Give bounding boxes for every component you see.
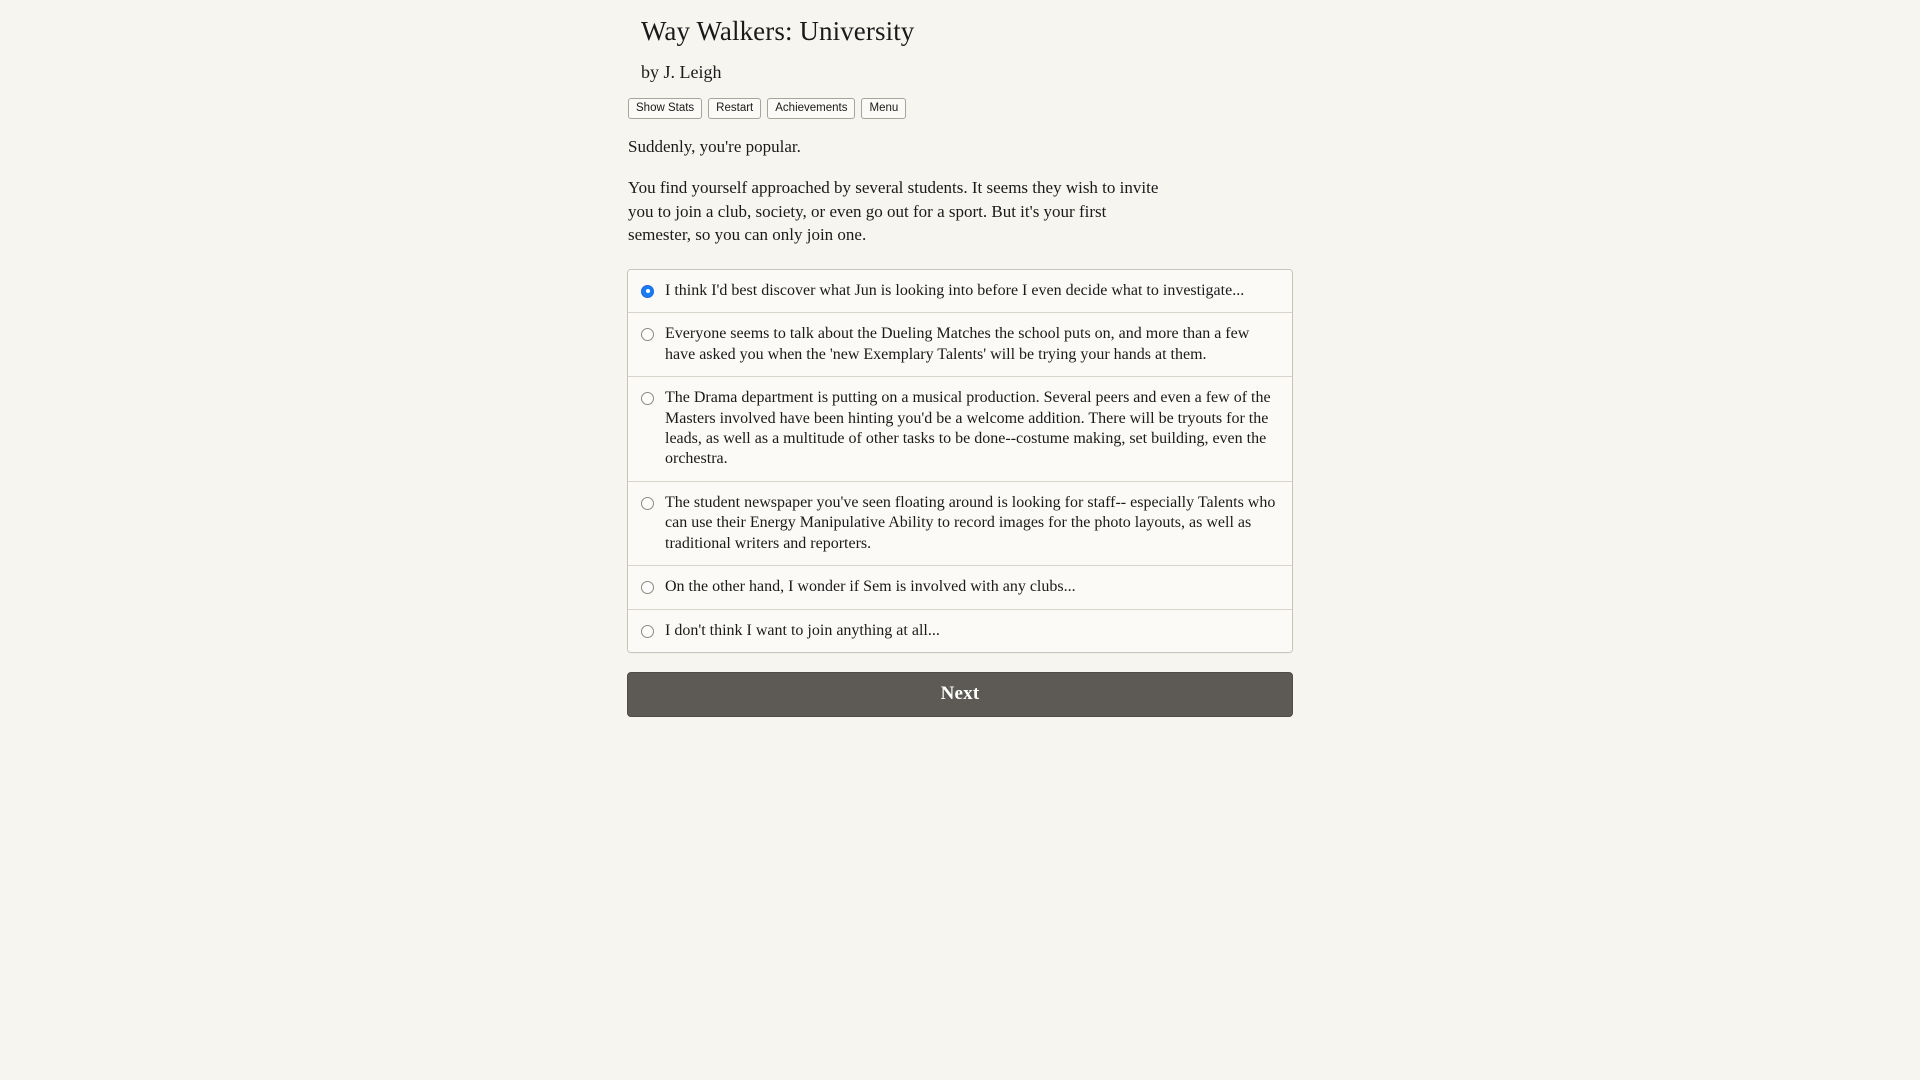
choice-label: I don't think I want to join anything at all...	[665, 621, 940, 639]
restart-button[interactable]: Restart	[708, 98, 761, 120]
choice-option[interactable]	[628, 610, 1292, 652]
radio-icon[interactable]	[641, 581, 654, 594]
radio-icon[interactable]	[641, 625, 654, 638]
show-stats-button[interactable]: Show Stats	[628, 98, 702, 120]
radio-icon[interactable]	[641, 328, 654, 341]
story-intro-line: Suddenly, you're popular.	[628, 137, 801, 157]
choice-option[interactable]	[628, 566, 1292, 609]
radio-icon[interactable]	[641, 497, 654, 510]
radio-icon[interactable]	[641, 392, 654, 405]
achievements-button[interactable]: Achievements	[767, 98, 855, 120]
radio-icon[interactable]	[641, 285, 654, 298]
choice-option[interactable]	[628, 482, 1292, 566]
game-content	[627, 14, 1293, 717]
choice-label: The Drama department is putting on a musical production. Several peers and even a few of the Masters involved have been hinting you'd be a welcome addition. There will be tryouts for the leads, as well as a multitude of other tasks to be done--costume making, set building, even the orchestra.	[665, 389, 1271, 468]
choice-option[interactable]	[628, 377, 1292, 482]
choice-option[interactable]	[628, 313, 1292, 377]
choice-label: On the other hand, I wonder if Sem is involved with any clubs...	[665, 578, 1076, 596]
page-title: Way Walkers: University	[641, 16, 915, 46]
next-button[interactable]: Next	[627, 672, 1293, 717]
choice-label: The student newspaper you've seen floating around is looking for staff-- especially Talents who can use their Energy Manipulative Ability to record images for the photo layouts, as well as traditional writers and reporters.	[665, 493, 1276, 552]
choice-label: Everyone seems to talk about the Dueling Matches the school puts on, and more than a few have asked you when the 'new Exemplary Talents' will be trying your hands at them.	[665, 325, 1250, 363]
game-author: by J. Leigh	[641, 62, 722, 83]
choice-option[interactable]	[628, 270, 1292, 313]
choice-label: I think I'd best discover what Jun is looking into before I even decide what to investigate...	[665, 281, 1245, 299]
choice-list	[627, 269, 1293, 654]
toolbar	[628, 98, 1293, 120]
menu-button[interactable]: Menu	[861, 98, 906, 120]
story-paragraph: You find yourself approached by several students. It seems they wish to invite you to join a club, society, or even go out for a sport. But it's your first semester, so you can only join one.	[628, 178, 1159, 245]
